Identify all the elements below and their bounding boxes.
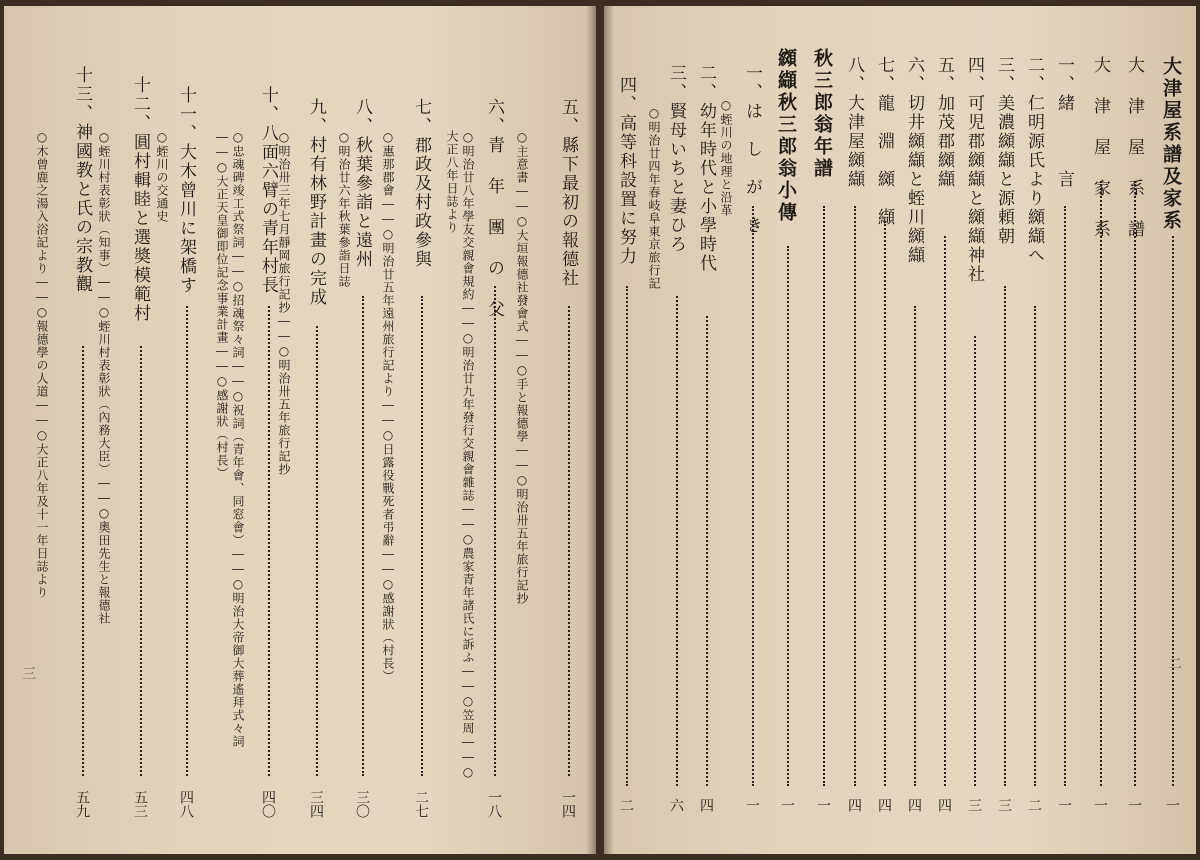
toc-leader	[421, 296, 423, 776]
toc-entry-subitems: ○蛭川の交通史	[155, 130, 169, 223]
toc-leader	[914, 306, 916, 786]
toc-entry-title: 七、郡政及村政參與	[411, 98, 431, 269]
toc-leader	[1004, 286, 1006, 786]
toc-leader	[568, 306, 570, 776]
toc-page-number: 四	[876, 798, 892, 812]
toc-entry-subitems: ○明治卅三年七月靜岡旅行記抄――○明治卅五年旅行記抄	[277, 130, 291, 476]
toc-leader	[186, 306, 188, 776]
page-folio: 三	[20, 666, 36, 680]
toc-page-number: 一	[1056, 798, 1072, 812]
toc-page-number: 三〇	[354, 790, 370, 818]
toc-page-number: 一	[779, 798, 795, 812]
toc-entry-title: 五、加茂郡纐纈	[934, 56, 954, 189]
toc-entry-title: 大 津 屋 家 系	[1090, 56, 1110, 239]
toc-entry-title: 十一、大木曾川に架橋す	[176, 86, 196, 295]
toc-entry-title: 四、可児郡纐纈と纐纈神社	[964, 56, 984, 284]
toc-page-number: 二	[1026, 798, 1042, 812]
toc-entry-subitems: ○惠那郡會――○明治廿五年遠州旅行記より――○日露役戰死者弔辭――○感謝狀（村長）	[381, 130, 395, 683]
toc-leader	[823, 206, 825, 786]
toc-entry-title: 三、賢母いちと妻ひろ	[666, 64, 686, 254]
toc-leader	[752, 206, 754, 786]
left-page	[4, 6, 596, 854]
toc-page-number: 一	[815, 798, 831, 812]
toc-page-number: 四	[936, 798, 952, 812]
toc-leader	[140, 346, 142, 776]
page-folio: 二	[1166, 656, 1182, 670]
toc-entry-title: 九、村有林野計畫の完成	[306, 98, 326, 307]
toc-leader	[884, 221, 886, 786]
toc-page-number: 五三	[132, 790, 148, 818]
toc-entry-subitems: ○明治廿四年春岐阜東京旅行記	[647, 106, 661, 290]
toc-page-number: 三	[966, 798, 982, 812]
toc-leader	[974, 336, 976, 786]
toc-entry-title: 十三、神國教と氏の宗教觀	[72, 66, 92, 294]
toc-entry-title: 二、仁明源氏より纐纈へ	[1024, 56, 1044, 265]
toc-page-number: 二七	[413, 790, 429, 818]
toc-page-number: 二	[618, 798, 634, 812]
toc-entry-subitems: ○明治廿六年秋葉參詣日誌	[337, 130, 351, 288]
book-gutter	[586, 0, 614, 860]
toc-page-number: 一	[1164, 798, 1180, 812]
toc-leader	[316, 326, 318, 776]
toc-page-number: 四	[846, 798, 862, 812]
toc-page-number: 一	[1092, 798, 1108, 812]
toc-entry-title: 三、美濃纐纈と源頼朝	[994, 56, 1014, 246]
toc-leader	[1100, 181, 1102, 786]
toc-page-number: 一	[1126, 798, 1142, 812]
toc-entry-subitems: ○蛭川の地理と沿革	[719, 98, 733, 217]
toc-page-number: 三四	[308, 790, 324, 818]
toc-leader	[1064, 206, 1066, 786]
toc-leader	[676, 296, 678, 786]
toc-entry-subitems: ○明治廿八年學友交親會規約――○明治廿九年發行交親會雜誌――○農家青年諸氏に訴ふ――○笠周――○大正八年日誌より	[445, 130, 475, 780]
toc-entry-subitems: ○木曾鹿之湯入浴記より――○報德學の人道――○大正八年及十一年日誌より	[35, 130, 49, 599]
toc-leader	[362, 296, 364, 776]
toc-leader	[494, 286, 496, 776]
toc-entry-title: 大 津 屋 系 譜	[1124, 56, 1144, 239]
toc-page-number: 一四	[560, 790, 576, 818]
toc-leader	[944, 236, 946, 786]
toc-page-number: 一	[744, 798, 760, 812]
toc-entry-title: 七、龍 淵 纐 纈	[874, 56, 894, 227]
toc-leader	[706, 316, 708, 786]
right-page	[604, 6, 1196, 854]
toc-leader	[787, 246, 789, 786]
toc-leader	[1034, 306, 1036, 786]
toc-entry-title: 五、縣下最初の報德社	[558, 98, 578, 288]
toc-leader	[626, 286, 628, 786]
toc-section-heading: 纐纈秋三郎翁小傳	[775, 48, 797, 224]
toc-leader	[1172, 236, 1174, 786]
toc-entry-title: 一、は し が き	[742, 64, 762, 235]
toc-entry-title: 八、大津屋纐纈	[844, 56, 864, 189]
toc-entry-title: 十二、圓村輯睦と選奬模範村	[130, 76, 150, 323]
toc-entry-title: 一、緒 言	[1054, 56, 1074, 189]
toc-entry-subitems: ○主意書――○大垣報德社發會式――○手と報德學――○明治卅五年旅行記抄	[515, 130, 529, 605]
toc-entry-title: 二、幼年時代と小學時代	[696, 64, 716, 273]
toc-page-number: 四	[698, 798, 714, 812]
toc-leader	[1134, 181, 1136, 786]
toc-entry-title: 六、切井纐纈と蛭川纐纈	[904, 56, 924, 265]
toc-page-number: 一八	[486, 790, 502, 818]
toc-section-heading: 大津屋系譜及家系	[1160, 56, 1182, 232]
toc-leader	[854, 206, 856, 786]
toc-page-number: 四〇	[260, 790, 276, 818]
toc-page-number: 五九	[74, 790, 90, 818]
toc-entry-title: 六、青 年 團 の 父	[484, 98, 504, 319]
toc-section-heading: 秋三郎翁年譜	[811, 48, 833, 180]
toc-entry-title: 十、八面六臂の青年村長	[258, 86, 278, 295]
toc-entry-subitems: ○忠魂碑竣工式祭詞――○招魂祭々詞――○祝詞（青年會、同窓會）――○明治大帝御大葬遙拜式々詞――○大正天皇御即位記念事業計畫――○感謝狀（村長）	[215, 130, 245, 748]
toc-entry-title: 八、秋葉參詣と遠州	[352, 98, 372, 269]
toc-leader	[268, 306, 270, 776]
toc-leader	[82, 346, 84, 776]
toc-page-number: 四八	[178, 790, 194, 818]
toc-entry-subitems: ○蛭川村表彰狀（知事）――○蛭川村表彰狀（內務大臣）――○奧田先生と報德社	[97, 130, 111, 625]
toc-page-number: 四	[906, 798, 922, 812]
toc-entry-title: 四、高等科設置に努力	[616, 76, 636, 266]
toc-page-number: 六	[668, 798, 684, 812]
toc-page-number: 三	[996, 798, 1012, 812]
